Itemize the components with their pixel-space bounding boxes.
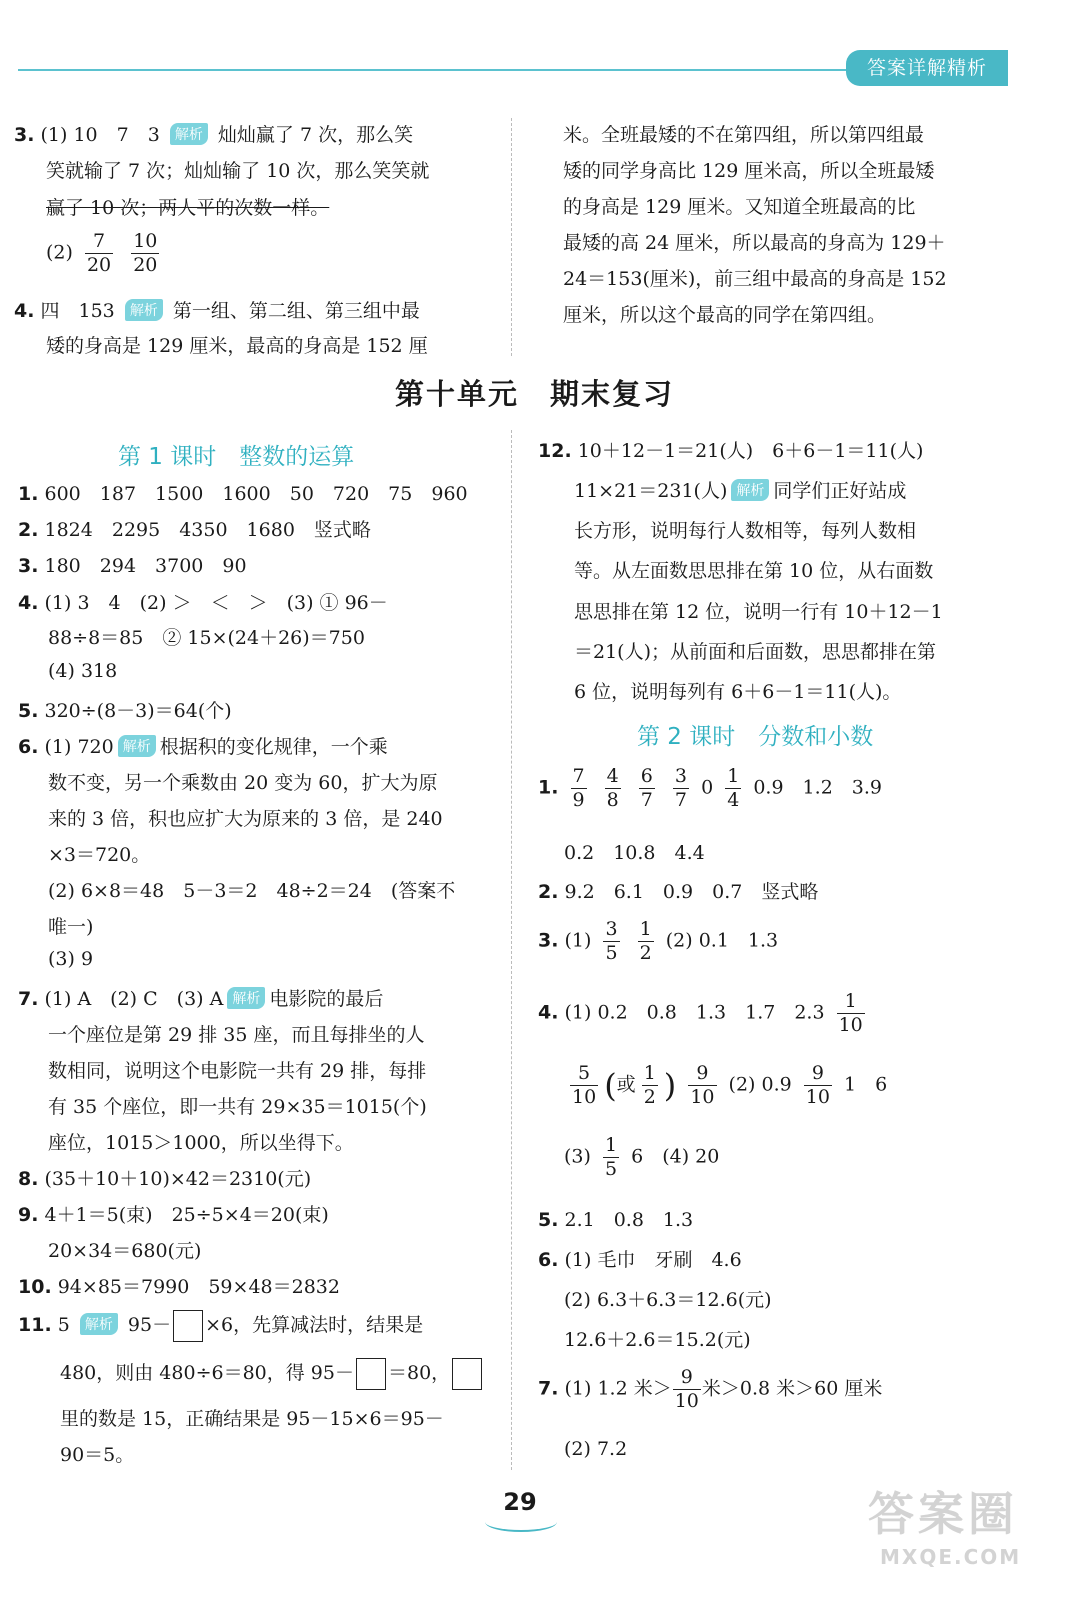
q12-line2: 11×21＝231(人) 解析 同学们正好站成 [574,480,907,502]
l2-q1: 1. $\frac{7}{9}$ $\frac{4}{8}$ $\frac{6}{7}$ $\frac{3}{7}$ 0 $\frac{1}{4}$ 0.9 1.2 3.9 [538,765,882,811]
fraction: $\frac{1}{4}$ [727,765,740,811]
q2: 2. 1824 2295 4350 1680 竖式略 [18,519,371,541]
l2-q6: 6. (1) 毛巾 牙刷 4.6 [538,1249,742,1271]
column-divider-top [511,118,512,356]
fraction: $\frac{10}{20}$ [133,230,158,276]
q7: 7. (1) A (2) C (3) A 解析 电影院的最后 [18,988,384,1010]
text-line: 唯一) [48,916,94,938]
header-badge: 答案详解精析 [846,50,1008,86]
l2-q4-line3: (3) $\frac{1}{5}$ 6 (4) 20 [564,1134,720,1180]
text-line: 有 35 个座位，即一共有 29×35＝1015(个) [48,1096,427,1118]
fraction: $\frac{1}{2}$ [639,918,652,964]
fraction: $\frac{3}{7}$ [674,765,688,811]
fraction: $\frac{1}{2}$ [643,1062,656,1108]
text-line: 厘米，所以这个最高的同学在第四组。 [563,304,887,326]
text-line: 24＝153(厘米)，前三组中最高的身高是 152 [563,268,947,290]
q11: 11. 5 解析 95－ ×6，先算减法时，结果是 [18,1310,423,1342]
fraction: $\frac{3}{5}$ [605,918,618,964]
l2-q4: 4. (1) 0.2 0.8 1.3 1.7 2.3 $\frac{1}{10}$ [538,990,863,1036]
text-line: 数不变，另一个乘数由 20 变为 60，扩大为原 [48,772,438,794]
text-line: ＝21(人)；从前面和后面数，思思都排在第 [574,641,937,663]
q3-line: 3. (1) 10 7 3 解析 灿灿赢了 7 次，那么笑 [14,124,414,146]
fraction: $\frac{9}{10}$ [674,1366,699,1412]
l2-q7: 7. (1) 1.2 米＞ $\frac{9}{10}$ 米＞0.8 米＞60 厘米 [538,1366,883,1412]
text-line: 最矮的高 24 厘米，所以最高的身高为 129＋ [563,232,946,254]
q3-part2: (2) $\frac{7}{20}$ $\frac{10}{20}$ [46,230,158,276]
text-line: ×3＝720。 [48,844,151,866]
text-line: 的身高是 129 厘米。又知道全班最高的比 [563,196,916,218]
text-line: 88÷8＝85 ② 15×(24＋26)＝750 [48,627,365,649]
text-line: (2) 7.2 [564,1438,628,1460]
q10: 10. 94×85＝7990 59×48＝2832 [18,1276,340,1298]
fraction: $\frac{7}{9}$ [572,765,585,811]
fraction: $\frac{6}{7}$ [640,765,653,811]
text-line: 数相同，说明这个电影院一共有 29 排，每排 [48,1060,427,1082]
l2-q4-line2: $\frac{5}{10}$ (或 $\frac{1}{2}$ ) $\frac{9}{10}$ (2) 0.9 $\frac{9}{10}$ 1 6 [572,1062,888,1108]
q4: 4. (1) 3 4 (2) ＞ ＜ ＞ (3) ① 96－ [18,592,388,614]
text-line: 思思排在第 12 位，说明一行有 10＋12－1 [574,601,943,623]
q11-line2: 480，则由 480÷6＝80，得 95－ ＝80， [60,1358,484,1390]
q5: 5. 320÷(8－3)＝64(个) [18,700,232,722]
q8: 8. (35＋10＋10)×42＝2310(元) [18,1168,312,1190]
q1: 1. 600 187 1500 1600 50 720 75 960 [18,483,468,505]
text-line: 矮的身高是 129 厘米，最高的身高是 152 厘 [46,335,428,357]
fraction: $\frac{9}{10}$ [690,1062,715,1108]
analysis-tag: 解析 [125,299,163,321]
text-line: 赢了 10 次；两人平的次数一样。 [46,197,330,219]
text-line: 长方形，说明每行人数相等，每列人数相 [574,520,917,542]
fraction: $\frac{5}{10}$ [572,1062,597,1108]
text-line: 笑就输了 7 次；灿灿输了 10 次，那么笑笑就 [46,160,430,182]
q4-line: 4. 四 153 解析 第一组、第二组、第三组中最 [14,300,420,322]
lesson2-title: 第 2 课时 分数和小数 [637,724,874,750]
fraction: $\frac{1}{10}$ [838,990,863,1036]
text-line: 20×34＝680(元) [48,1240,202,1262]
watermark-logo: 答案圈 [868,1487,1018,1541]
header-rule [18,69,848,71]
page-number-arc [485,1512,557,1532]
text-line: (4) 318 [48,660,118,682]
text-line: 0.2 10.8 4.4 [564,842,705,864]
fraction: $\frac{7}{20}$ [86,230,112,276]
q6: 6. (1) 720 解析 根据积的变化规律，一个乘 [18,736,388,758]
column-divider [511,430,512,1470]
text-line: 12.6＋2.6＝15.2(元) [564,1329,751,1351]
text-line: 来的 3 倍，积也应扩大为原来的 3 倍，是 240 [48,808,443,830]
blank-box [452,1358,482,1390]
text-line: (2) 6.3＋6.3＝12.6(元) [564,1289,772,1311]
text-line: (3) 9 [48,948,94,970]
l2-q3: 3. (1) $\frac{3}{5}$ $\frac{1}{2}$ (2) 0.1 1.3 [538,918,779,964]
l2-q5: 5. 2.1 0.8 1.3 [538,1209,694,1231]
q12: 12. 10＋12－1＝21(人) 6＋6－1＝11(人) [538,440,924,462]
lesson1-title: 第 1 课时 整数的运算 [118,444,355,470]
text-line: (2) 6×8＝48 5－3＝2 48÷2＝24 (答案不 [48,880,456,902]
page-number: 29 [503,1488,537,1516]
analysis-tag: 解析 [118,735,156,757]
fraction: $\frac{9}{10}$ [805,1062,830,1108]
text-line: 一个座位是第 29 排 35 座，而且每排坐的人 [48,1024,425,1046]
blank-box [356,1358,386,1390]
text-line: 6 位，说明每列有 6＋6－1＝11(人)。 [574,681,902,703]
analysis-tag: 解析 [80,1313,118,1335]
text-line: 米。全班最矮的不在第四组，所以第四组最 [563,124,925,146]
analysis-tag: 解析 [227,987,265,1009]
blank-box [173,1310,203,1342]
text-line: 90＝5。 [60,1444,135,1466]
fraction: $\frac{1}{5}$ [604,1134,618,1180]
fraction: $\frac{4}{8}$ [606,765,619,811]
text-line: 座位，1015＞1000，所以坐得下。 [48,1132,354,1154]
text-line: 等。从左面数思思排在第 10 位，从右面数 [574,560,934,582]
analysis-tag: 解析 [170,123,208,145]
l2-q2: 2. 9.2 6.1 0.9 0.7 竖式略 [538,881,819,903]
watermark-url: MXQE.COM [880,1545,1022,1569]
unit-title: 第十单元 期末复习 [394,377,674,411]
analysis-tag: 解析 [731,479,769,501]
text-line: 矮的同学身高比 129 厘米高，所以全班最矮 [563,160,935,182]
q3: 3. 180 294 3700 90 [18,555,247,577]
text-line: 里的数是 15，正确结果是 95－15×6＝95－ [60,1408,444,1430]
q9: 9. 4＋1＝5(束) 25÷5×4＝20(束) [18,1204,329,1226]
